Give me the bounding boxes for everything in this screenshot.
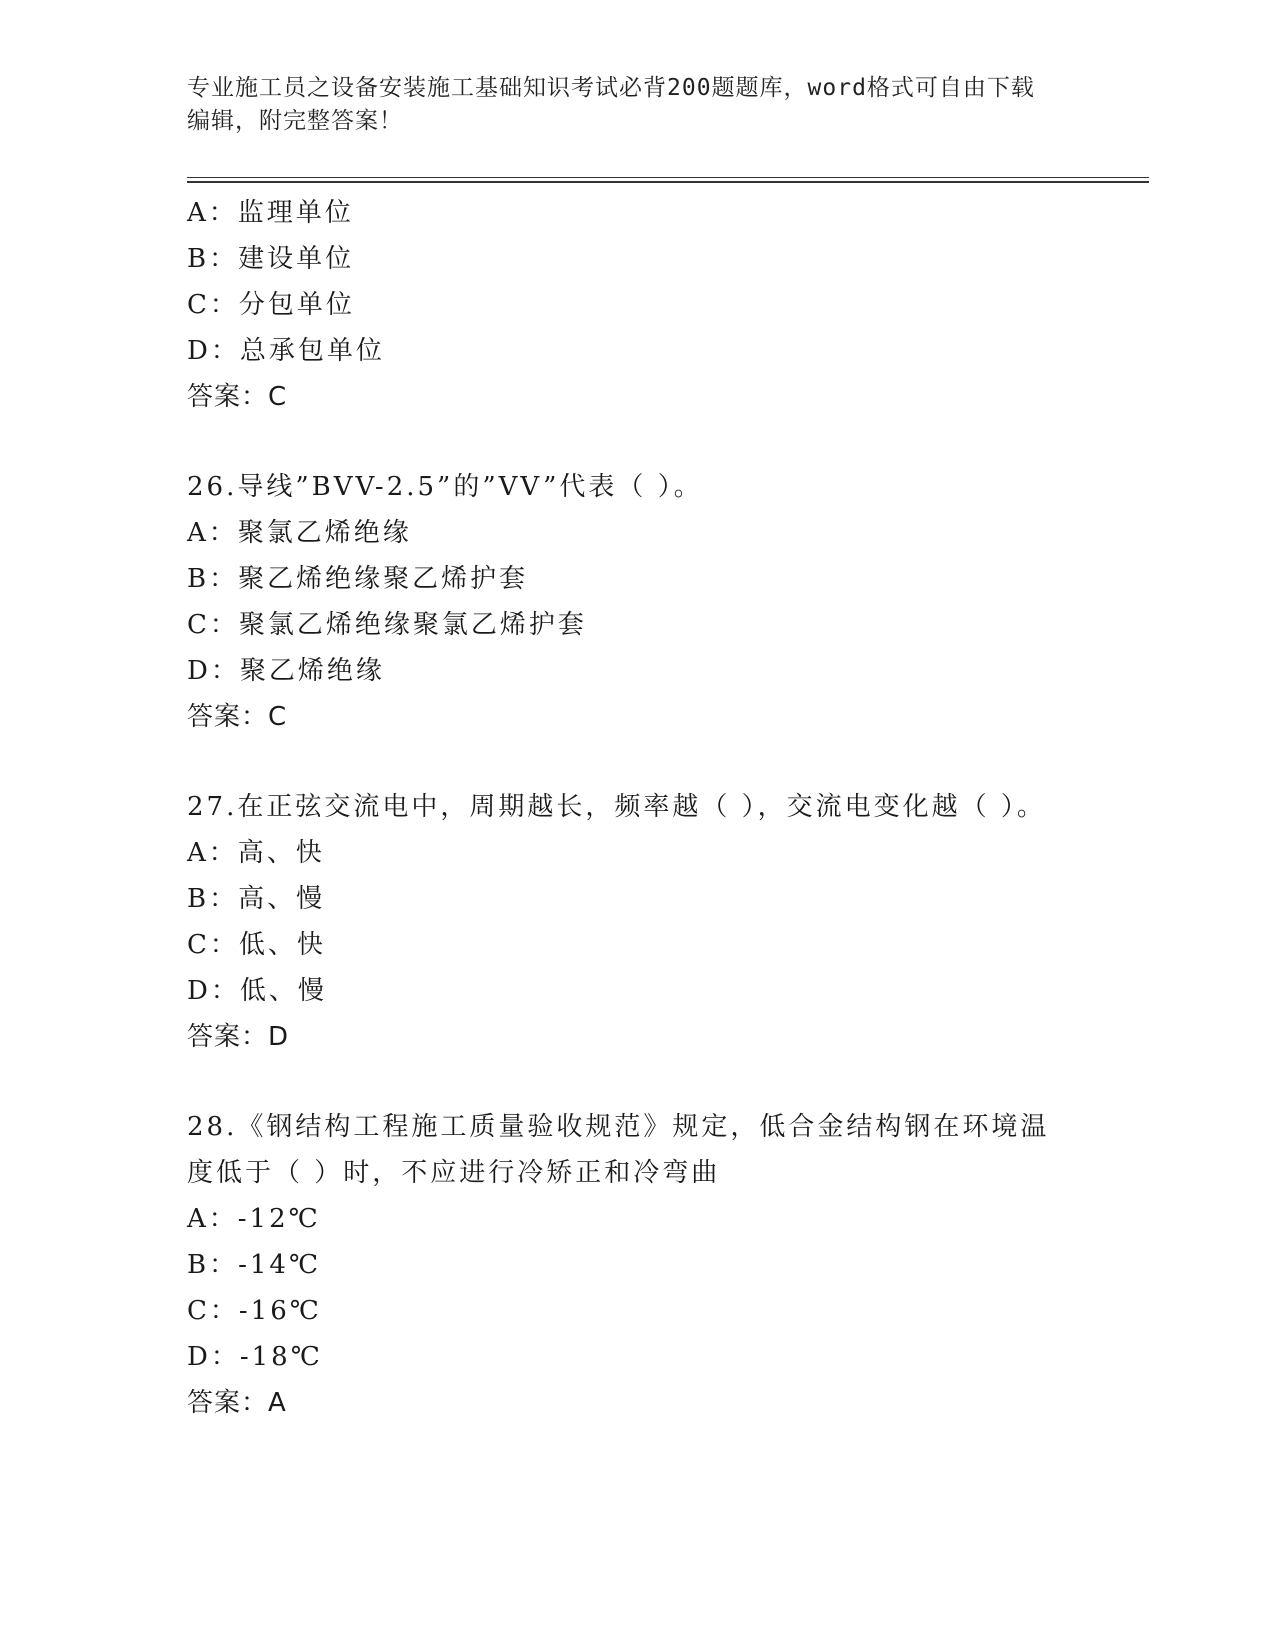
- option-c: C：-16℃: [187, 1296, 322, 1326]
- option-c: C：聚氯乙烯绝缘聚氯乙烯护套: [187, 610, 587, 640]
- question-spacer: [187, 740, 1087, 784]
- header-title-line-2: 编辑，附完整答案！: [187, 108, 403, 134]
- option-b: B：高、慢: [187, 884, 326, 914]
- option-b: B：-14℃: [187, 1250, 322, 1280]
- option-d: D：总承包单位: [187, 336, 385, 366]
- option-a: A：监理单位: [187, 198, 354, 228]
- option-d: D：聚乙烯绝缘: [187, 656, 385, 686]
- question-28-block: [187, 1104, 1087, 1426]
- option-b: B：聚乙烯绝缘聚乙烯护套: [187, 564, 529, 594]
- document-header: [187, 72, 1087, 138]
- option-a: A：高、快: [187, 838, 325, 868]
- question-list: [187, 190, 1087, 1426]
- question-26-block: [187, 464, 1087, 740]
- question-stem: 27.在正弦交流电中，周期越长，频率越（ ），交流电变化越（ ）。: [187, 792, 1046, 822]
- header-divider-thick: [187, 181, 1149, 183]
- option-a: A：聚氯乙烯绝缘: [187, 518, 412, 548]
- option-b: B：建设单位: [187, 244, 355, 274]
- answer-line: 答案：C: [187, 702, 288, 732]
- option-d: D：低、慢: [187, 976, 327, 1006]
- question-27-block: [187, 784, 1087, 1060]
- header-title-line-1: 专业施工员之设备安装施工基础知识考试必背200题题库，word格式可自由下载: [187, 75, 1035, 101]
- option-c: C：低、快: [187, 930, 326, 960]
- option-c: C：分包单位: [187, 290, 355, 320]
- header-divider-thin: [187, 177, 1149, 178]
- question-spacer: [187, 420, 1087, 464]
- option-d: D：-18℃: [187, 1342, 323, 1372]
- question-stem: 26.导线”BVV-2.5”的”VV”代表（ ）。: [187, 472, 703, 502]
- question-25-block: [187, 190, 1087, 420]
- answer-line: 答案：C: [187, 382, 288, 412]
- answer-line: 答案：A: [187, 1388, 287, 1418]
- option-a: A：-12℃: [187, 1204, 321, 1234]
- answer-line: 答案：D: [187, 1022, 290, 1052]
- question-spacer: [187, 1060, 1087, 1104]
- question-stem: 28.《钢结构工程施工质量验收规范》规定，低合金结构钢在环境温度低于（ ）时，不应进行冷矫正和冷弯曲: [187, 1112, 1050, 1188]
